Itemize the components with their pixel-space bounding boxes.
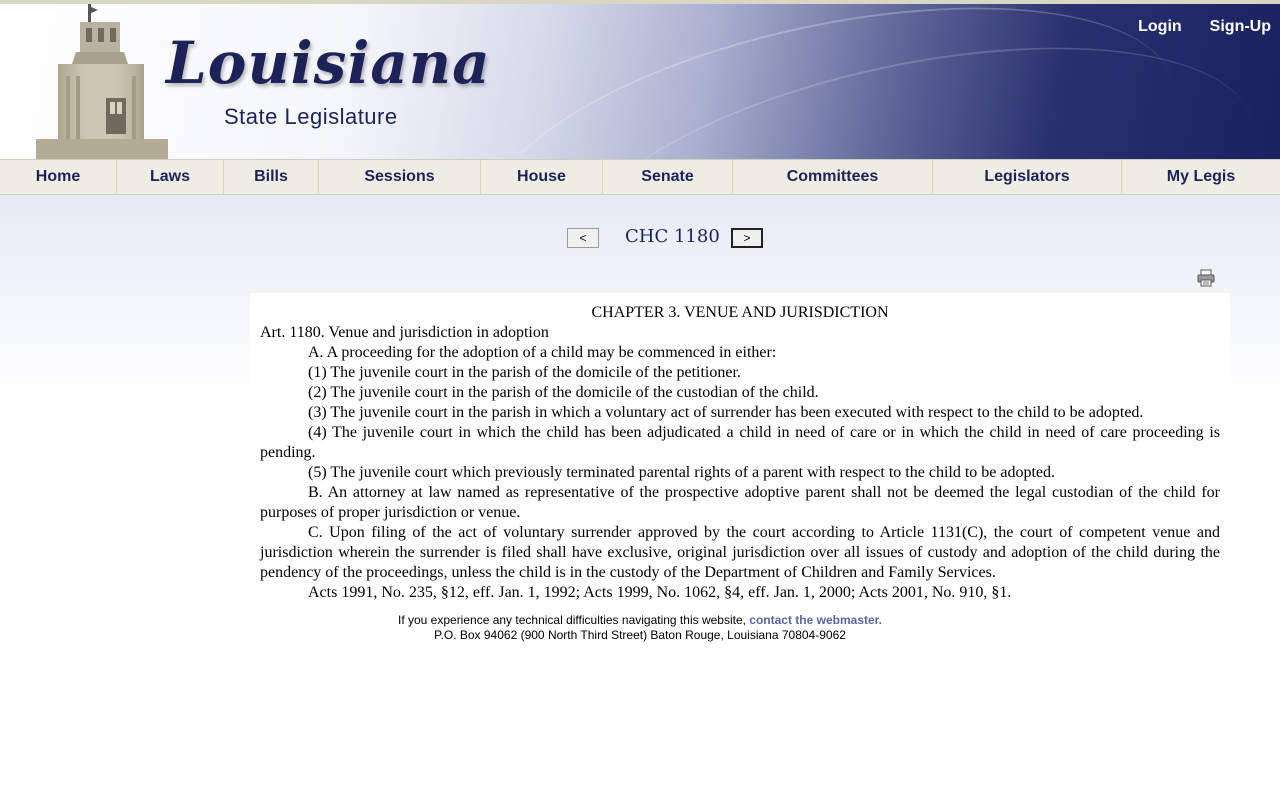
nav-item-legislators[interactable]: Legislators bbox=[933, 160, 1122, 194]
capitol-building-icon bbox=[36, 4, 168, 159]
site-logo-subtitle: State Legislature bbox=[224, 104, 398, 129]
chapter-heading: CHAPTER 3. VENUE AND JURISDICTION bbox=[591, 304, 889, 321]
law-paragraph: B. An attorney at law named as representative of the prospective adoptive parent shall not be deemed the legal custodian of the child for purposes of proper jurisdiction or venue. bbox=[260, 484, 1220, 521]
law-text bbox=[250, 293, 1230, 603]
law-paragraph: (1) The juvenile court in the parish of the domicile of the petitioner. bbox=[308, 364, 741, 381]
previous-law-button[interactable]: < bbox=[567, 228, 599, 248]
law-paragraph: (3) The juvenile court in the parish in which a voluntary act of surrender has been executed with respect to the child to be adopted. bbox=[308, 404, 1144, 421]
law-paragraph: A. A proceeding for the adoption of a child may be commenced in either: bbox=[308, 344, 777, 361]
law-paragraph: C. Upon filing of the act of voluntary surrender approved by the court according to Article 1131(C), the court of competent venue and jurisdiction wherein the surrender is filed shall have exclusive, original jurisdiction over all issues of custody and adoption of the child during the pendency of the proceedings, unless the child is in the custody of the Department of Children and Family Services. bbox=[260, 524, 1220, 581]
law-pager bbox=[0, 226, 1280, 252]
nav-item-bills[interactable]: Bills bbox=[224, 160, 319, 194]
law-paragraph: (5) The juvenile court which previously terminated parental rights of a parent with respect to the child to be adopted. bbox=[308, 464, 1056, 481]
site-footer bbox=[0, 613, 1280, 643]
main-nav bbox=[0, 159, 1280, 195]
contact-webmaster-link[interactable]: contact the webmaster. bbox=[749, 613, 883, 627]
law-citation-title: CHC 1180 bbox=[625, 226, 720, 247]
nav-item-home[interactable]: Home bbox=[0, 160, 117, 194]
printer-icon[interactable] bbox=[1197, 269, 1215, 287]
footer-address: P.O. Box 94062 (900 North Third Street) Baton Rouge, Louisiana 70804-9062 bbox=[434, 628, 846, 642]
signup-link[interactable]: Sign-Up bbox=[1209, 18, 1271, 35]
nav-item-house[interactable]: House bbox=[481, 160, 603, 194]
nav-item-my-legis[interactable]: My Legis bbox=[1166, 168, 1236, 185]
footer-help-text: If you experience any technical difficulties navigating this website, bbox=[397, 613, 750, 627]
site-banner bbox=[0, 4, 1280, 159]
law-paragraph: (2) The juvenile court in the parish of the domicile of the custodian of the child. bbox=[308, 384, 819, 401]
nav-item-committees[interactable]: Committees bbox=[733, 160, 933, 194]
nav-item-senate[interactable]: Senate bbox=[603, 160, 733, 194]
law-paragraph: (4) The juvenile court in which the child has been adjudicated a child in need of care or in which the child in need of care proceeding is pending. bbox=[260, 424, 1220, 461]
nav-item-sessions[interactable]: Sessions bbox=[319, 160, 481, 194]
article-heading: Art. 1180. Venue and jurisdiction in adoption bbox=[260, 324, 549, 341]
login-link[interactable]: Login bbox=[1138, 18, 1182, 35]
nav-item-laws[interactable]: Laws bbox=[117, 160, 224, 194]
next-law-button[interactable]: > bbox=[731, 228, 763, 248]
site-logo-title: Louisiana bbox=[166, 29, 491, 97]
account-links bbox=[1138, 18, 1271, 36]
law-history: Acts 1991, No. 235, §12, eff. Jan. 1, 1992; Acts 1999, No. 1062, §4, eff. Jan. 1, 2000; Acts 2001, No. 910, §1. bbox=[308, 584, 1012, 601]
